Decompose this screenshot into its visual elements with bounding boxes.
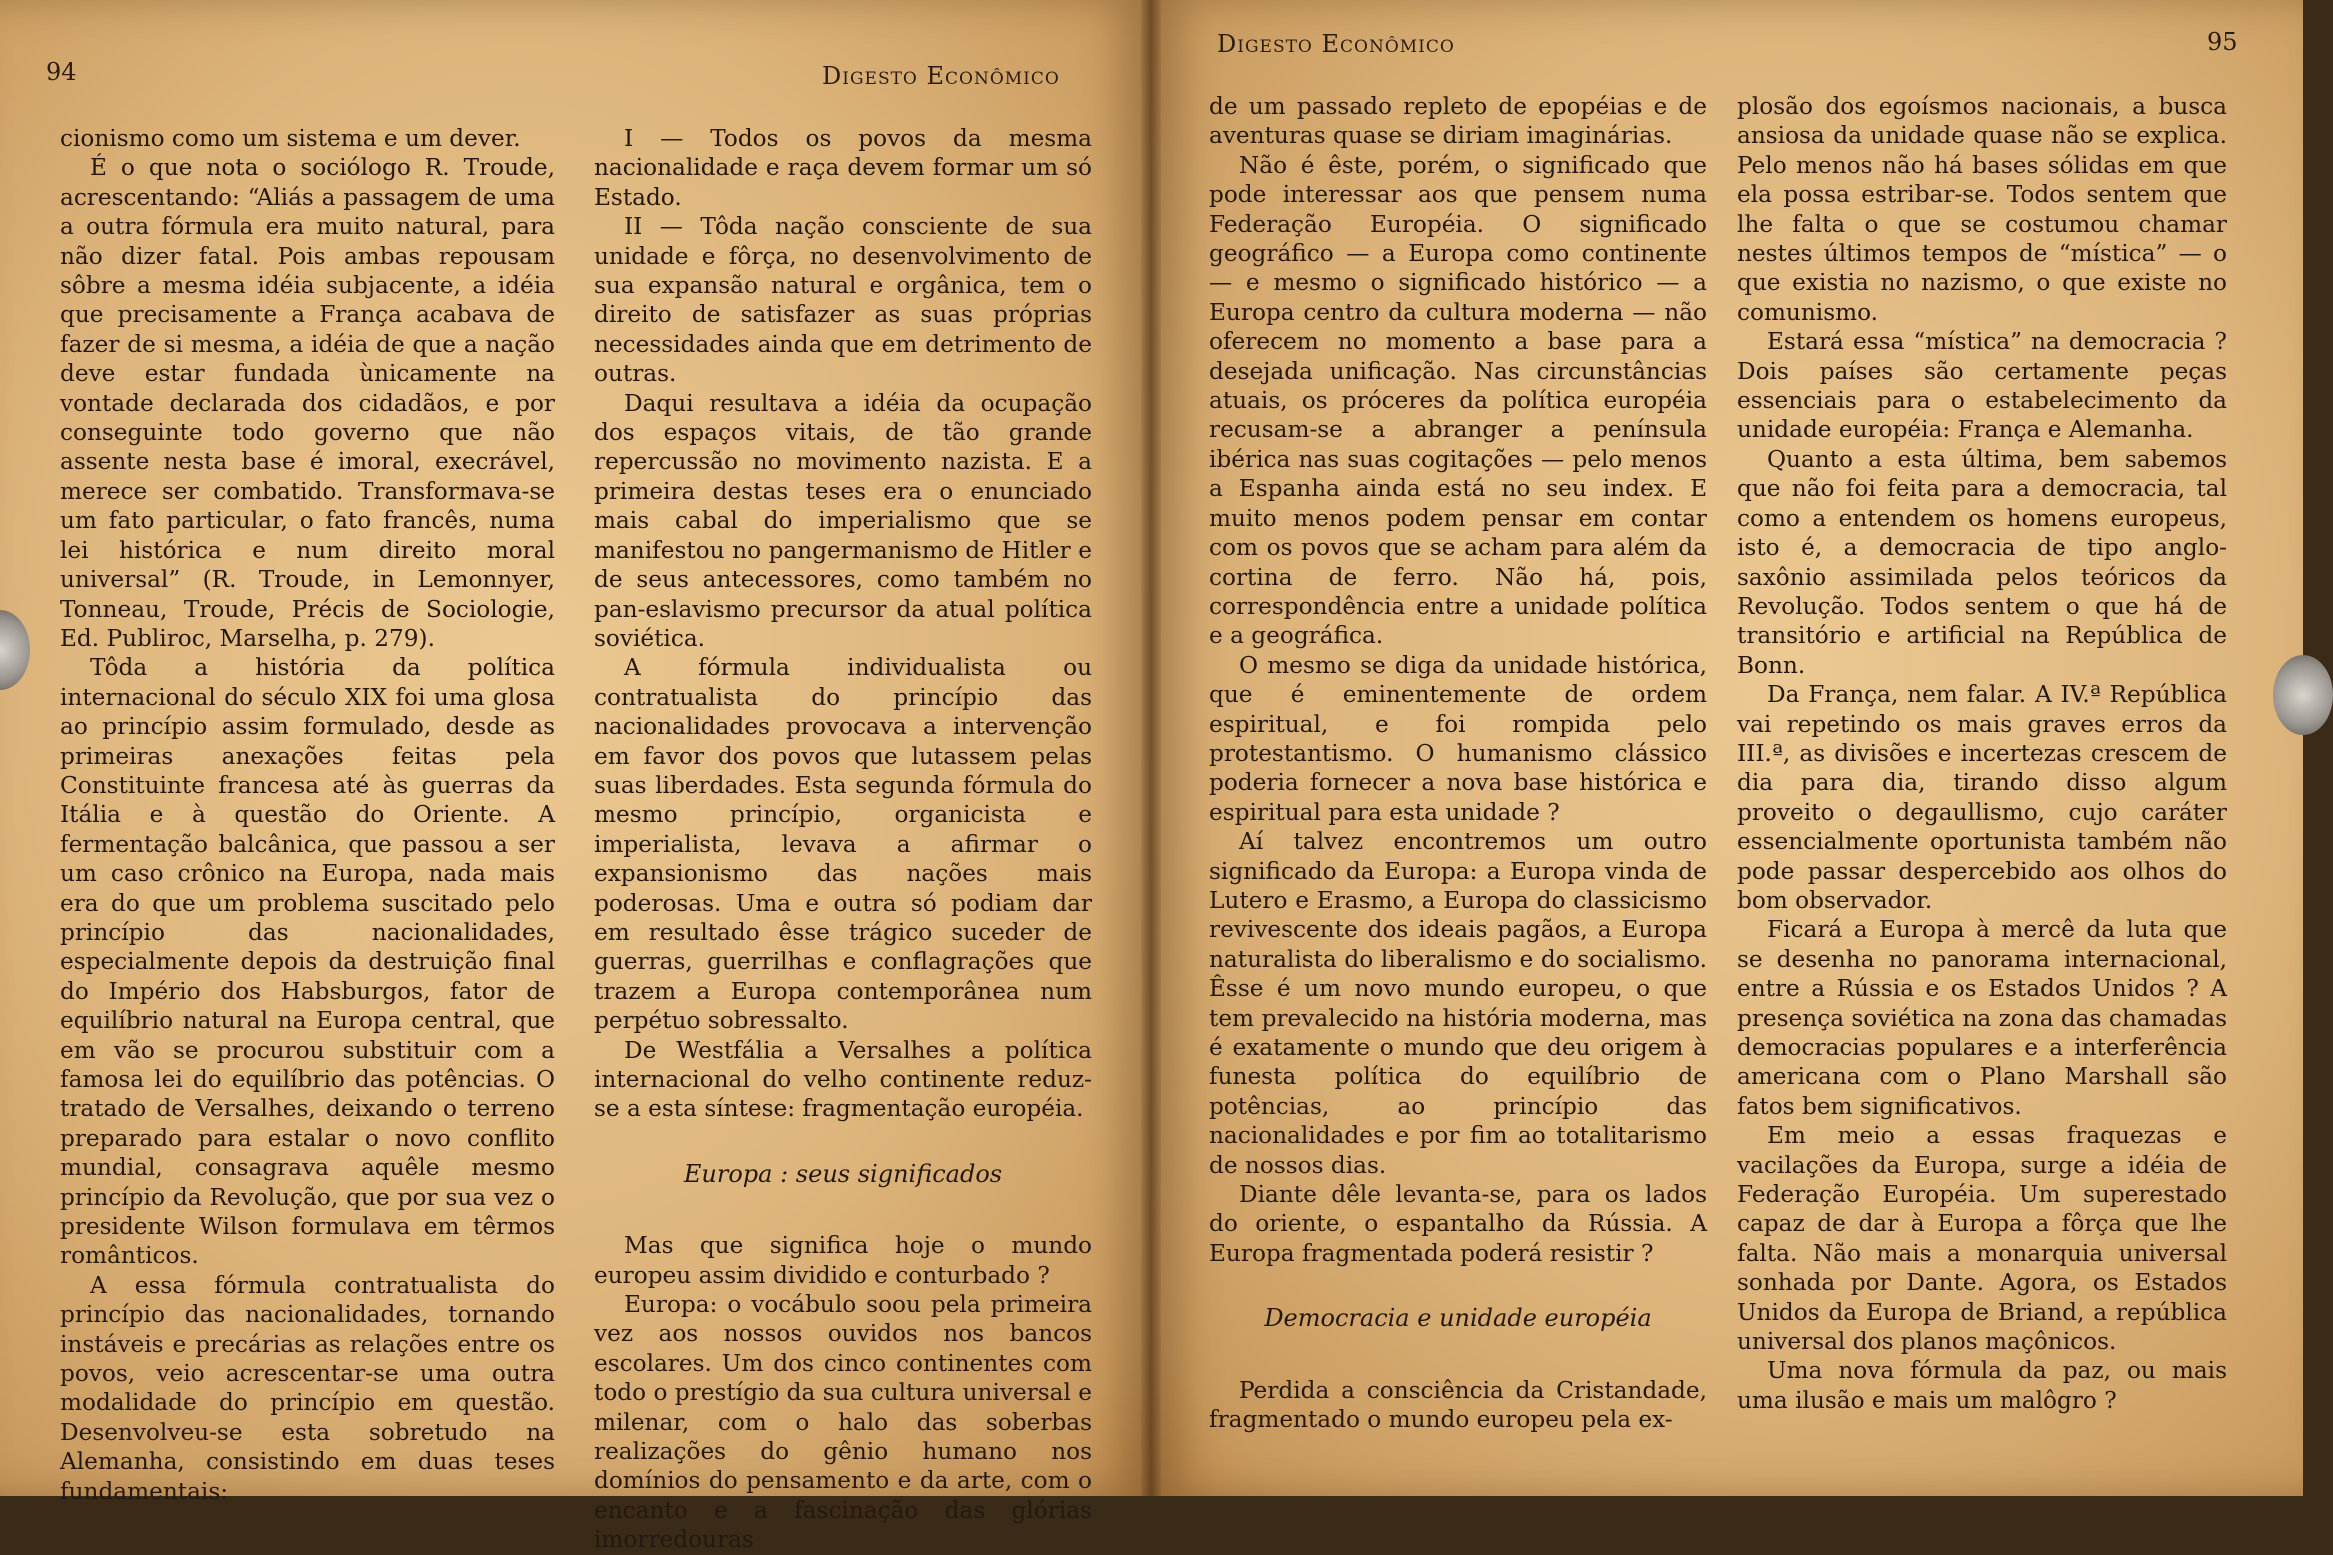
paragraph: Estará essa “mística” na democracia ? Dois países são certamente peças essenciais para o estabelecimento da unidade européia: França e Alemanha. <box>1737 328 2227 444</box>
paragraph: Não é êste, porém, o significado que pode interessar aos que pensem numa Federação Européia. O significado geográfico — a Europa como continente — e mesmo o significado histórico — a Europa centro da cultura moderna — não oferecem no momento a base para a desejada unificação. Nas circunstâncias atuais, os próceres da política européia recusam-se a abranger a península ibérica nas suas cogitações — pelo menos a Espanha ainda está no seu index. E muito menos podem pensar em contar com os povos que se acham para além da cortina de ferro. Não há, pois, correspondência entre a unidade política e a geográfica. <box>1209 151 1707 650</box>
right-page-number: 95 <box>2207 28 2238 56</box>
right-page <box>1151 0 2303 1496</box>
paragraph: Diante dêle levanta-se, para os lados do oriente, o espantalho da Rússia. A Europa fragmentada poderá resistir ? <box>1209 1181 1707 1267</box>
paragraph: Mas que significa hoje o mundo europeu assim dividido e conturbado ? <box>594 1232 1092 1289</box>
paragraph: A fórmula individualista ou contratualista do princípio das nacionalidades provocava a intervenção em favor dos povos que lutassem pelas suas liberdades. Esta segunda fórmula do mesmo princípio, organicista e imperialista, levava a afirmar o expansionismo das nações mais poderosas. Uma e outra só podiam dar em resultado êsse trágico suceder de guerras, guerrilhas e conflagrações que trazem a Europa contemporânea num perpétuo sobressalto. <box>594 654 1092 1035</box>
section-heading: Europa : seus significados <box>683 1159 1003 1188</box>
left-column-2 <box>594 124 1092 1555</box>
left-page-number: 94 <box>46 58 77 86</box>
paragraph: Em meio a essas fraquezas e vacilações da Europa, surge a idéia de Federação Européia. Um superestado capaz de dar à Europa a fôrça que lhe falta. Não mais a monarquia universal sonhada por Dante. Agora, os Estados Unidos da Europa de Briand, a república universal dos planos maçônicos. <box>1737 1122 2227 1356</box>
paragraph: Perdida a consciência da Cristandade, fragmentado o mundo europeu pela ex- <box>1209 1376 1707 1434</box>
right-column-1 <box>1209 92 1707 1434</box>
paragraph: Uma nova fórmula da paz, ou mais uma ilusão e mais um malôgro ? <box>1737 1357 2227 1414</box>
paragraph: Quanto a esta última, bem sabemos que não foi feita para a democracia, tal como a entendem os homens europeus, isto é, a democracia de tipo anglo-saxônio assimilada pelos teóricos da Revolução. Todos sentem o que há de transitório e artificial na República de Bonn. <box>1737 445 2227 679</box>
paragraph: O mesmo se diga da unidade histórica, que é eminentemente de ordem espiritual, e foi rompida pelo protestantismo. O humanismo clássico poderia fornecer a nova base histórica e espiritual para esta unidade ? <box>1209 651 1707 826</box>
paragraph: Ficará a Europa à mercê da luta que se desenha no panorama internacional, entre a Rússia e os Estados Unidos ? A presença soviética na zona das chamadas democracias populares e a interferência americana com o Plano Marshall são fatos bem significativos. <box>1737 916 2227 1120</box>
book-gutter <box>1141 0 1161 1496</box>
paragraph: Europa: o vocábulo soou pela primeira vez aos nossos ouvidos nos bancos escolares. Um dos cinco continentes com todo o prestígio da sua cultura universal e milenar, com o halo das soberbas realizações do gênio humano nos domínios do pensamento e da arte, com o encanto e a fascinação das glórias imorredouras <box>594 1291 1093 1554</box>
right-running-header: Digesto Econômico <box>1217 30 1455 58</box>
left-running-header: Digesto Econômico <box>822 62 1060 90</box>
right-column-2 <box>1737 92 2227 1415</box>
left-page <box>0 0 1151 1554</box>
paragraph: II — Tôda nação consciente de sua unidade e fôrça, no desenvolvimento de sua expansão natural e orgânica, tem o direito de satisfazer as suas próprias necessidades ainda que em detrimento de outras. <box>594 213 1092 388</box>
paragraph: cionismo como um sistema e um dever. <box>60 125 521 152</box>
paragraph: De Westfália a Versalhes a política internacional do velho continente reduz-se a esta síntese: fragmentação européia. <box>594 1036 1092 1123</box>
paragraph: Aí talvez encontremos um outro significado da Europa: a Europa vinda de Lutero e Erasmo, a Europa do classicismo revivescente dos ideais pagãos, a Europa naturalista do liberalismo e do socialismo. Êsse é um novo mundo europeu, o que tem prevalecido na história moderna, mas é exatamente o mundo que deu origem à funesta política do equilíbrio de potências, ao princípio das nacionalidades e por fim ao totalitarismo de nossos dias. <box>1209 828 1707 1179</box>
paragraph: É o que nota o sociólogo R. Troude, acrescentando: “Aliás a passagem de uma a outra fórmula era muito natural, para não dizer fatal. Pois ambas repousam sôbre a mesma idéia subjacente, a idéia que precisamente a França acabava de fazer de si mesma, a idéia de que a nação deve estar fundada ùnicamente na vontade declarada dos cidadãos, e por conseguinte todo governo que não assente nesta base é imoral, execrável, merece ser combatido. Transformava-se um fato particular, o fato francês, numa lei histórica e num direito moral universal” (R. Troude, in Lemonnyer, Tonneau, Troude, Précis de Sociologie, Ed. Publiroc, Marselha, p. 279). <box>60 154 555 652</box>
paragraph: plosão dos egoísmos nacionais, a busca ansiosa da unidade quase não se explica. Pelo menos não há bases sólidas em que ela possa estribar-se. Todos sentem que lhe falta o que se costumou chamar nestes últimos tempos de “mística” — o que existia no nazismo, o que existe no comunismo. <box>1737 93 2227 326</box>
paragraph: Tôda a história da política internacional do século XIX foi uma glosa ao princípio assim formulado, desde as primeiras anexações feitas pela Constituinte francesa até às guerras da Itália e à questão do Oriente. A fermentação balcânica, que passou a ser um caso crônico na Europa, nada mais era do que um problema suscitado pelo princípio das nacionalidades, especialmente depois da destruição final do Império dos Habsburgos, fator de equilíbrio natural na Europa central, que em vão se procurou substituir com a famosa lei do equilíbrio das potências. O tratado de Versalhes, deixando o terreno preparado para estalar o novo conflito mundial, consagrava aquêle mesmo princípio da Revolução, que por sua vez o presidente Wilson formulava em têrmos românticos. <box>60 654 555 1270</box>
binding-hole-right <box>2273 655 2333 735</box>
paragraph: Da França, nem falar. A IV.ª República vai repetindo os mais graves erros da III.ª, as divisões e incertezas crescem de dia para dia, tirando disso algum proveito o degaullismo, cujo caráter essencialmente oportunista também não pode passar despercebido aos olhos do bom observador. <box>1737 681 2227 914</box>
section-heading: Democracia e unidade européia <box>1264 1304 1652 1333</box>
paragraph: de um passado repleto de epopéias e de aventuras quase se diriam imaginárias. <box>1209 93 1707 150</box>
paragraph: A essa fórmula contratualista do princípio das nacionalidades, tornando instáveis e precárias as relações entre os povos, veio acrescentar-se uma outra modalidade do princípio em questão. Desenvolveu-se esta sobretudo na Alemanha, consistindo em duas teses fundamentais: <box>60 1271 555 1505</box>
paragraph: Daqui resultava a idéia da ocupação dos espaços vitais, de tão grande repercussão no movimento nazista. E a primeira destas teses era o enunciado mais cabal do imperialismo que se manifestou no pangermanismo de Hitler e de seus antecessores, como também no pan-eslavismo precursor da atual política soviética. <box>594 389 1092 652</box>
paragraph: I — Todos os povos da mesma nacionalidade e raça devem formar um só Estado. <box>594 125 1092 211</box>
left-column-1 <box>60 124 555 1506</box>
